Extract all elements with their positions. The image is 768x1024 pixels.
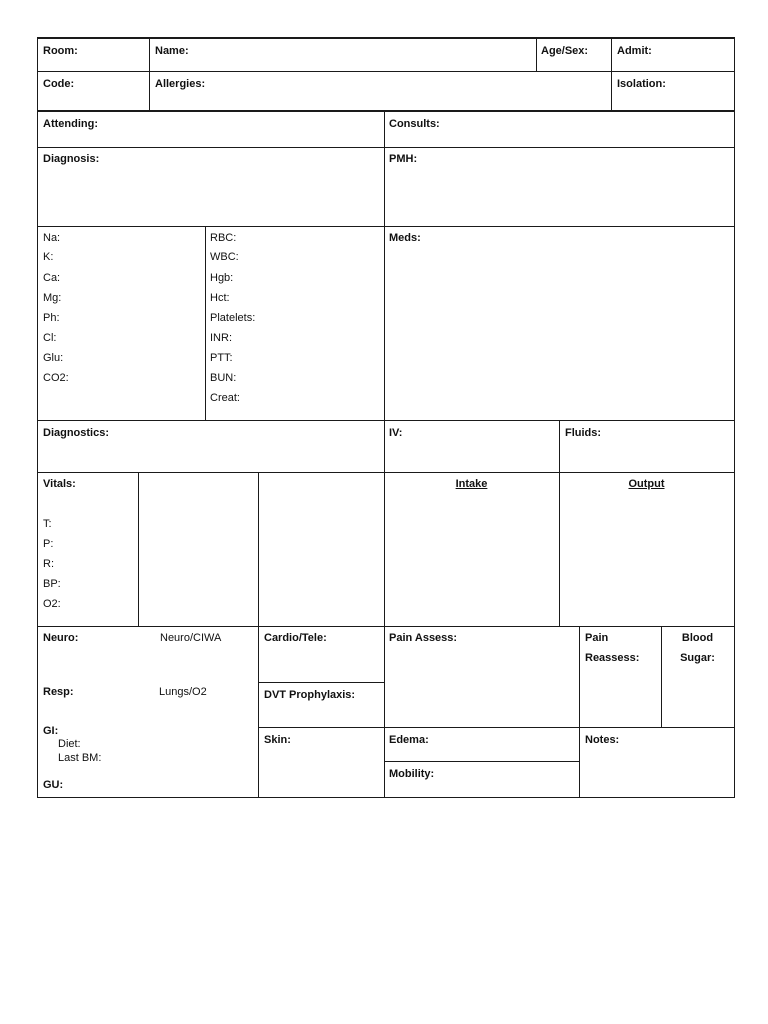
gi-label: GI: (43, 725, 59, 737)
rule-iv-fluids (559, 420, 560, 627)
allergies-label: Allergies: (155, 78, 206, 90)
pmh-label: PMH: (389, 153, 418, 165)
attending-label: Attending: (43, 118, 98, 130)
vitals-label: Vitals: (43, 478, 76, 490)
admit-label: Admit: (617, 45, 652, 57)
diagnostics-label: Diagnostics: (43, 427, 110, 439)
lab-bun: BUN: (210, 372, 237, 384)
last-bm-label: Last BM: (58, 752, 102, 764)
lab-rbc: RBC: (210, 232, 237, 244)
rule-staff-bottom (37, 147, 735, 148)
rule-edema-bottom (384, 761, 580, 762)
vital-o2: O2: (43, 598, 61, 610)
isolation-label: Isolation: (617, 78, 666, 90)
vital-r: R: (43, 558, 54, 570)
notes-label: Notes: (585, 734, 620, 746)
rule-labs-split (205, 226, 206, 421)
rule-top (37, 37, 735, 39)
lab-co2: CO2: (43, 372, 69, 384)
rule-age-admit (611, 37, 612, 111)
rule-header-bottom (37, 110, 735, 112)
rule-pain-bottom (384, 727, 735, 728)
lab-cl: Cl: (43, 332, 57, 344)
gu-label: GU: (43, 779, 64, 791)
lab-platelets: Platelets: (210, 312, 256, 324)
neuro-label: Neuro: (43, 632, 79, 644)
neuro-ciwa-label: Neuro/CIWA (160, 632, 222, 644)
diagnosis-label: Diagnosis: (43, 153, 100, 165)
rule-name-age (536, 37, 537, 72)
blood-label: Blood (681, 632, 714, 644)
lab-ptt: PTT: (210, 352, 233, 364)
pain-label: Pain (585, 632, 609, 644)
mobility-label: Mobility: (389, 768, 435, 780)
vital-bp: BP: (43, 578, 61, 590)
rule-history-bottom (37, 226, 735, 227)
rule-bottom (37, 797, 735, 798)
output-heading: Output (628, 478, 665, 490)
dvt-prophylaxis-label: DVT Prophylaxis: (264, 689, 356, 701)
rule-vitals-bottom (37, 626, 735, 627)
rule-cardio-bottom (258, 682, 384, 683)
age-sex-label: Age/Sex: (541, 45, 589, 57)
skin-label: Skin: (264, 734, 291, 746)
lab-wbc: WBC: (210, 251, 239, 263)
fluids-label: Fluids: (565, 427, 602, 439)
lab-creat: Creat: (210, 392, 240, 404)
rule-header-mid (37, 71, 735, 72)
vital-t: T: (43, 518, 52, 530)
rule-center (384, 110, 385, 798)
lungs-o2-label: Lungs/O2 (159, 686, 207, 698)
resp-label: Resp: (43, 686, 74, 698)
lab-mg: Mg: (43, 292, 62, 304)
diet-label: Diet: (58, 738, 81, 750)
rule-pain-reassess (579, 626, 580, 798)
lab-na: Na: (43, 232, 61, 244)
meds-label: Meds: (389, 232, 421, 244)
lab-inr: INR: (210, 332, 232, 344)
lab-glu: Glu: (43, 352, 64, 364)
edema-label: Edema: (389, 734, 429, 746)
rule-diagnostics-bottom (37, 472, 735, 473)
intake-heading: Intake (455, 478, 488, 490)
rule-labs-bottom (37, 420, 735, 421)
name-label: Name: (155, 45, 189, 57)
room-label: Room: (43, 45, 78, 57)
rule-vitals-1 (138, 472, 139, 627)
cardio-tele-label: Cardio/Tele: (264, 632, 327, 644)
lab-ca: Ca: (43, 272, 61, 284)
rule-right (734, 37, 735, 798)
consults-label: Consults: (389, 118, 440, 130)
reassess-label: Reassess: (585, 652, 640, 664)
pain-assess-label: Pain Assess: (389, 632, 458, 644)
rule-vitals-2 (258, 472, 259, 798)
rule-room-name (149, 37, 150, 111)
vital-p: P: (43, 538, 54, 550)
code-label: Code: (43, 78, 75, 90)
rule-dvt-bottom (258, 727, 384, 728)
lab-hct: Hct: (210, 292, 230, 304)
lab-hgb: Hgb: (210, 272, 234, 284)
rule-left (37, 37, 38, 798)
sugar-label: Sugar: (680, 652, 715, 664)
iv-label: IV: (389, 427, 403, 439)
lab-k: K: (43, 251, 54, 263)
lab-ph: Ph: (43, 312, 60, 324)
